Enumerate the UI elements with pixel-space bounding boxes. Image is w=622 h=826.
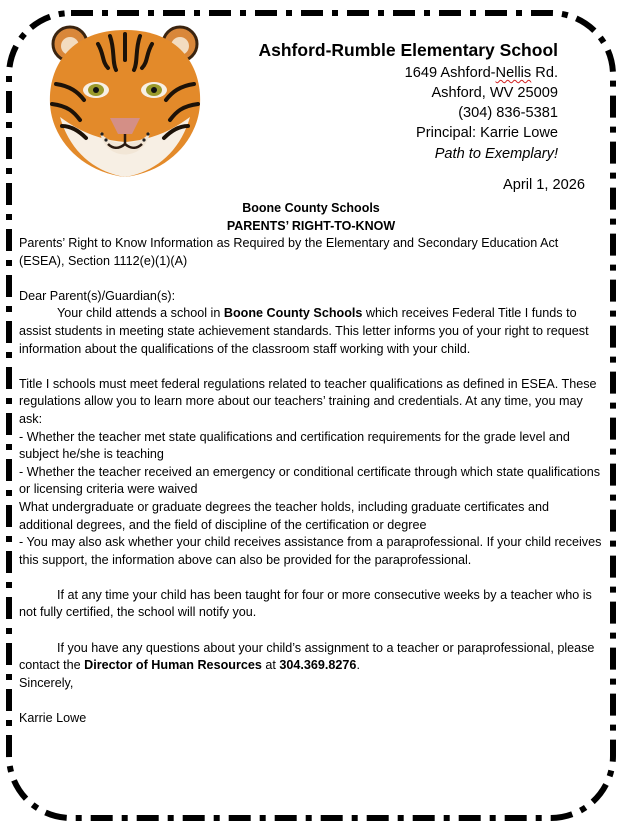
- district-title: Boone County Schools: [242, 201, 380, 215]
- hr-director-bold: Director of Human Resources: [84, 658, 262, 673]
- p4-text-a: If you have any questions about your child’s assignment to a teacher or paraprofessional, please contact the: [19, 640, 595, 673]
- salutation: Dear Parent(s)/Guardian(s):: [19, 288, 176, 303]
- school-street: [405, 63, 558, 84]
- hr-phone-bold: 304.369.8276: [279, 658, 357, 673]
- p1-text-a: Your child attends a school in: [57, 306, 224, 321]
- paragraph-4: [19, 640, 604, 675]
- signature: Karrie Lowe: [19, 711, 87, 726]
- p4-text-b: at: [261, 658, 280, 673]
- street-prefix: 1649 Ashford-: [404, 65, 496, 81]
- closing: Sincerely,: [19, 675, 74, 690]
- list-item: What undergraduate or graduate degrees the teacher holds, including graduate certificates and additional degrees, and the field of discipline of the certification or degree: [19, 499, 549, 532]
- street-misspelled: Nellis: [495, 65, 532, 81]
- p3-text: If at any time your child has been taught for four or more consecutive weeks by a teacher who is not fully certified, the school will notify you.: [19, 587, 592, 620]
- p1-text-b: which receives Federal Title I funds to assist students in meeting state achievement standards. This letter informs you of your right to request information about the qualifications of the classroom staff working with your child.: [19, 306, 589, 356]
- letter-heading: PARENTS’ RIGHT-TO-KNOW: [226, 219, 396, 233]
- paragraph-1: [19, 305, 604, 358]
- paragraph-3: [19, 587, 604, 622]
- intro-paragraph: Parents’ Right to Know Information as Required by the Elementary and Secondary Education Act (ESEA), Section 1112(e)(1)(A): [19, 236, 559, 268]
- school-city: Ashford, WV 25009: [431, 85, 558, 101]
- p4-text-c: .: [356, 658, 360, 673]
- letter-body: [19, 235, 604, 728]
- school-phone: (304) 836-5381: [458, 105, 558, 121]
- street-suffix: Rd.: [531, 65, 558, 81]
- letter-date: April 1, 2026: [503, 177, 585, 193]
- school-motto: Path to Exemplary!: [434, 146, 558, 162]
- list-item: - Whether the teacher met state qualifications and certification requirements for the grade level and subject he/she is teaching: [19, 429, 570, 462]
- tiger-head-logo: [40, 22, 210, 180]
- school-name: Ashford-Rumble Elementary School: [258, 40, 558, 60]
- school-principal: Principal: Karrie Lowe: [416, 125, 558, 141]
- list-item: - You may also ask whether your child receives assistance from a paraprofessional. If your child receives this support, the information above can also be provided for the paraprofessional.: [19, 535, 602, 567]
- p1-district-bold: Boone County Schools: [223, 306, 363, 321]
- list-item: - Whether the teacher received an emergency or conditional certificate through which state qualifications or licensing criteria were waived: [19, 464, 601, 497]
- paragraph-2: Title I schools must meet federal regulations related to teacher qualifications as defined in ESEA. These regulations allow you to learn more about our teachers’ training and credentials. At any time, you may ask:: [19, 376, 597, 426]
